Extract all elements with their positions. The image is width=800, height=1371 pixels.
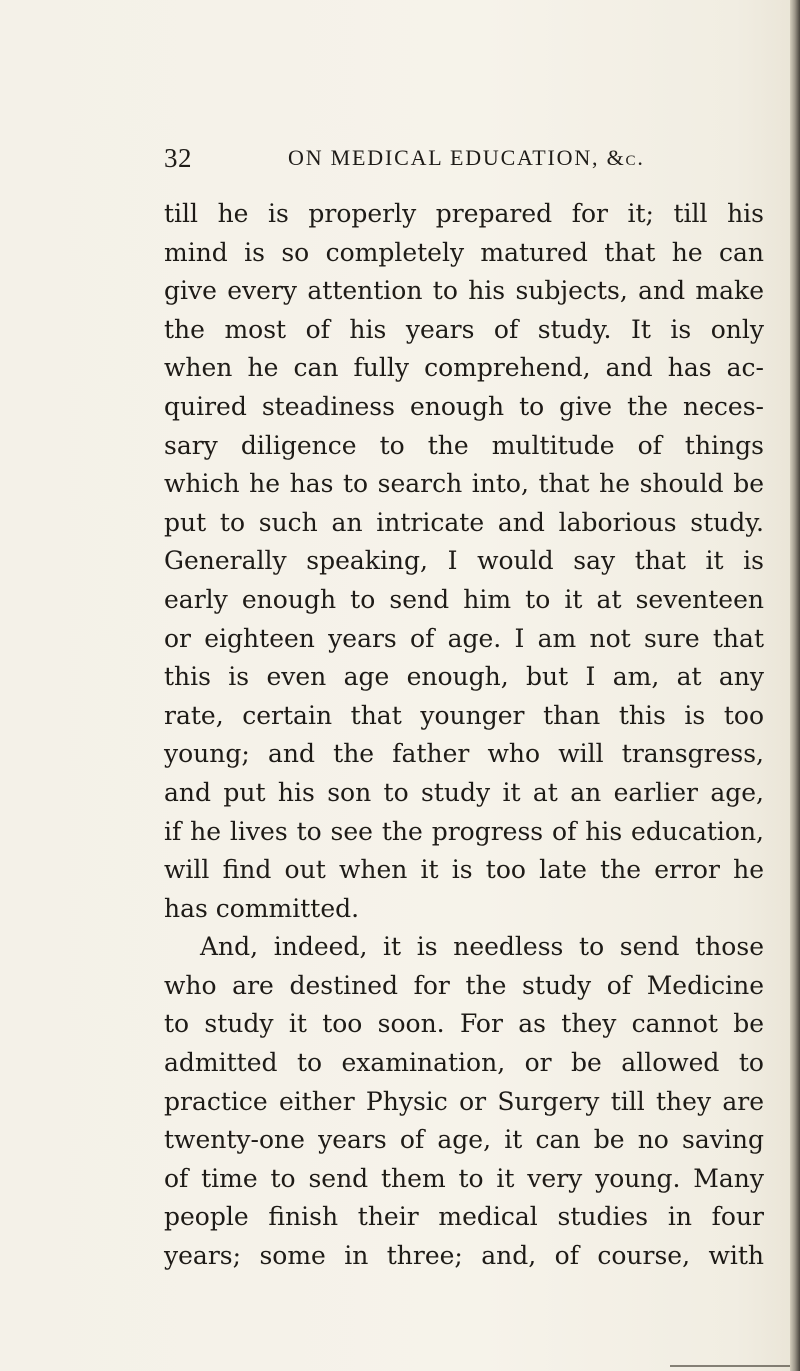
text-line: of time to send them to it very young. Many bbox=[164, 1163, 764, 1193]
body-text bbox=[164, 195, 764, 1276]
text-line: and put his son to study it at an earlier age, bbox=[164, 777, 764, 807]
page-edge-shadow bbox=[790, 0, 800, 1371]
text-line: mind is so completely matured that he can bbox=[164, 237, 764, 267]
text-line: has committed. bbox=[164, 893, 360, 923]
text-line: people finish their medical studies in four bbox=[164, 1202, 764, 1232]
page-header bbox=[164, 143, 764, 183]
text-line: who are destined for the study of Medicine bbox=[164, 970, 764, 1000]
text-line: this is even age enough, but I am, at any bbox=[164, 662, 764, 692]
text-line: if he lives to see the progress of his education, bbox=[164, 816, 764, 846]
text-line: young; and the father who will transgress, bbox=[164, 739, 764, 769]
text-line: which he has to search into, that he should be bbox=[164, 469, 764, 499]
page-edge-mark bbox=[670, 1365, 790, 1367]
paragraph-2 bbox=[164, 928, 764, 1275]
text-line: till he is properly prepared for it; till his bbox=[164, 199, 764, 228]
text-line: or eighteen years of age. I am not sure that bbox=[164, 623, 764, 653]
text-line: give every attention to his subjects, and make bbox=[164, 276, 764, 306]
text-line: Generally speaking, I would say that it is bbox=[164, 546, 764, 576]
text-line: And, indeed, it is needless to send those bbox=[200, 932, 764, 962]
text-line: admitted to examination, or be allowed to bbox=[164, 1048, 764, 1078]
text-line: will find out when it is too late the error he bbox=[164, 855, 764, 885]
text-line: when he can fully comprehend, and has ac- bbox=[164, 353, 764, 383]
running-head: ON MEDICAL EDUCATION, &c. bbox=[288, 145, 645, 170]
text-line: practice either Physic or Surgery till they are bbox=[164, 1086, 764, 1116]
text-line: put to such an intricate and laborious study. bbox=[164, 507, 764, 537]
text-line: quired steadiness enough to give the neces- bbox=[164, 391, 764, 421]
text-line: early enough to send him to it at seventeen bbox=[164, 584, 764, 614]
text-line: the most of his years of study. It is only bbox=[164, 314, 764, 344]
text-line: twenty-one years of age, it can be no saving bbox=[164, 1125, 764, 1155]
page-number: 32 bbox=[164, 143, 192, 173]
text-line: sary diligence to the multitude of things bbox=[164, 430, 764, 460]
text-line: to study it too soon. For as they cannot be bbox=[164, 1009, 764, 1039]
paragraph-1 bbox=[164, 195, 764, 928]
text-line: rate, certain that younger than this is too bbox=[164, 700, 764, 730]
text-line: years; some in three; and, of course, with bbox=[164, 1241, 764, 1271]
